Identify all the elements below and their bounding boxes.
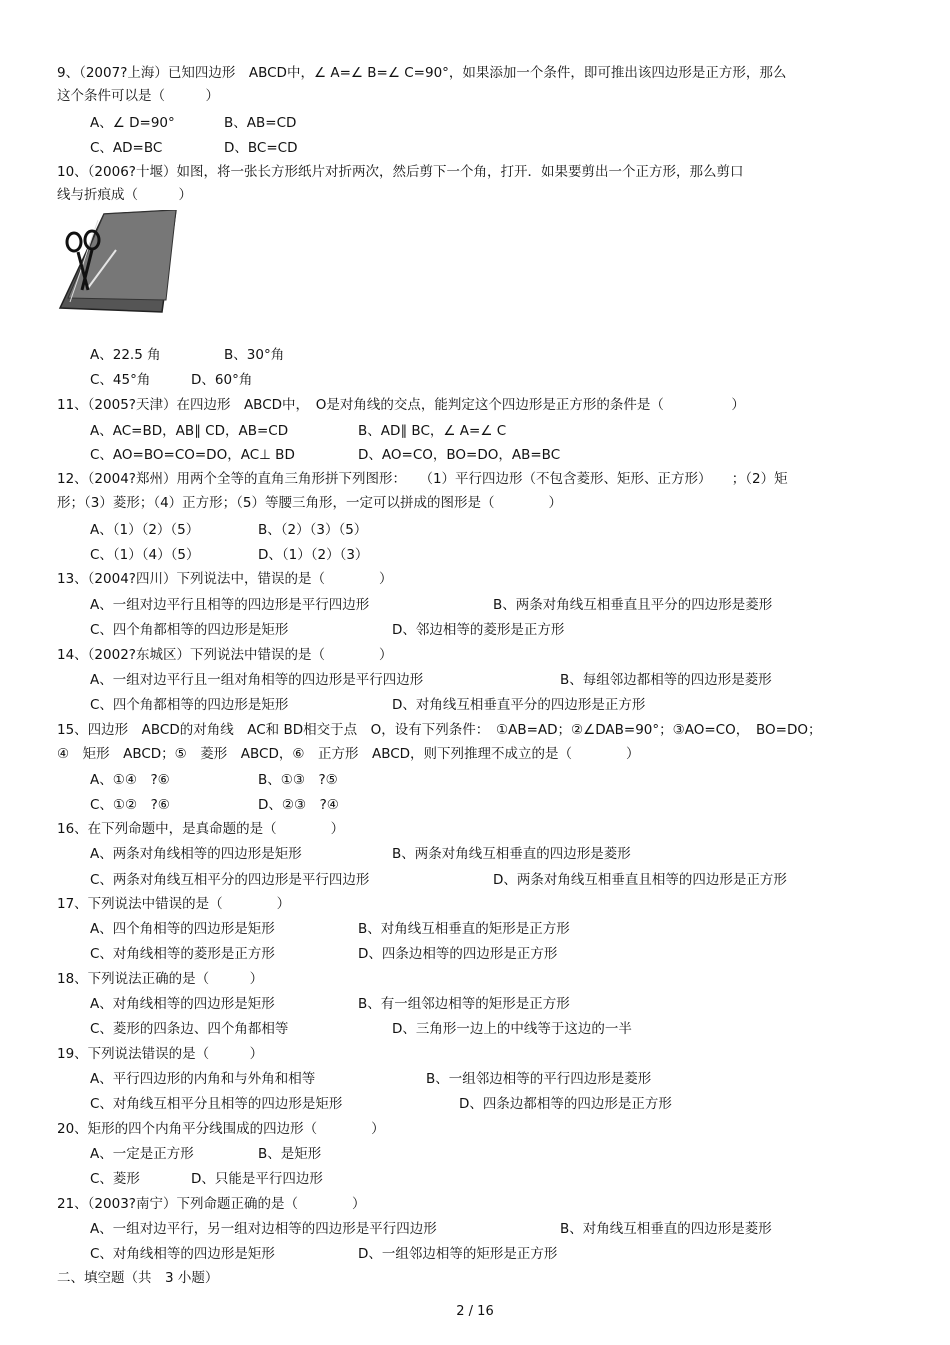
q20-option-b: B、是矩形: [258, 1146, 322, 1162]
q10-stem-line1: 10、（2006?十堰）如图，将一张长方形纸片对折两次，然后剪下一个角，打开．如果要剪出一个正方形，那么剪口: [57, 164, 744, 180]
q12-option-b: B、（2）（3）（5）: [258, 522, 368, 538]
q14-option-b: B、每组邻边都相等的四边形是菱形: [560, 672, 772, 688]
q10-option-d: D、60°角: [191, 372, 253, 388]
q9-stem-line1: 9、（2007?上海）已知四边形 ABCD中，∠ A=∠ B=∠ C=90°，如果添加一个条件，即可推出该四边形是正方形，那么: [57, 65, 787, 81]
section-heading: 二、填空题（共 3 小题）: [57, 1270, 219, 1286]
q21-option-a: A、一组对边平行，另一组对边相等的四边形是平行四边形: [90, 1221, 437, 1237]
q12-option-a: A、（1）（2）（5）: [90, 522, 200, 538]
q20-stem: 20、矩形的四个内角平分线围成的四边形（ ）: [57, 1121, 385, 1137]
q19-stem: 19、下列说法错误的是（ ）: [57, 1046, 264, 1062]
q17-stem: 17、下列说法中错误的是（ ）: [57, 896, 291, 912]
q15-stem-line1: 15、四边形 ABCD的对角线 AC和 BD相交于点 O，设有下列条件： ①AB=AD；②∠DAB=90°；③AO=CO， BO=DO；: [57, 722, 822, 738]
q16-option-a: A、两条对角线相等的四边形是矩形: [90, 846, 302, 862]
q13-option-c: C、四个角都相等的四边形是矩形: [90, 622, 289, 638]
q9-option-c: C、AD=BC: [90, 140, 163, 156]
q13-stem: 13、（2004?四川）下列说法中，错误的是（ ）: [57, 571, 393, 587]
q17-option-b: B、对角线互相垂直的矩形是正方形: [358, 921, 570, 937]
q10-option-c: C、45°角: [90, 372, 151, 388]
q12-stem-line1: 12、（2004?郑州）用两个全等的直角三角形拼下列图形： （1）平行四边形（不包含菱形、矩形、正方形） ；（2）矩: [57, 471, 788, 487]
q20-option-a: A、一定是正方形: [90, 1146, 194, 1162]
scissors-paper-figure-icon: [58, 210, 180, 314]
q16-stem: 16、在下列命题中，是真命题的是（ ）: [57, 821, 345, 837]
q9-option-d: D、BC=CD: [224, 140, 298, 156]
q16-option-b: B、两条对角线互相垂直的四边形是菱形: [392, 846, 631, 862]
q14-stem: 14、（2002?东城区）下列说法中错误的是（ ）: [57, 647, 393, 663]
q15-option-b: B、①③ ?⑤: [258, 772, 338, 788]
q21-stem: 21、（2003?南宁）下列命题正确的是（ ）: [57, 1196, 366, 1212]
q17-option-c: C、对角线相等的菱形是正方形: [90, 946, 275, 962]
q14-option-a: A、一组对边平行且一组对角相等的四边形是平行四边形: [90, 672, 424, 688]
q12-stem-line2: 形；（3）菱形；（4）正方形；（5）等腰三角形，一定可以拼成的图形是（ ）: [57, 495, 563, 511]
q19-option-c: C、对角线互相平分且相等的四边形是矩形: [90, 1096, 343, 1112]
q10-option-b: B、30°角: [224, 347, 285, 363]
q18-option-b: B、有一组邻边相等的矩形是正方形: [358, 996, 570, 1012]
q21-option-c: C、对角线相等的四边形是矩形: [90, 1246, 275, 1262]
q9-stem-line2: 这个条件可以是（ ）: [57, 88, 219, 104]
q11-stem: 11、（2005?天津）在四边形 ABCD中， O是对角线的交点，能判定这个四边形是正方形的条件是（ ）: [57, 397, 745, 413]
q11-option-a: A、AC=BD，AB∥ CD，AB=CD: [90, 423, 289, 439]
q18-option-d: D、三角形一边上的中线等于这边的一半: [392, 1021, 632, 1037]
q21-option-b: B、对角线互相垂直的四边形是菱形: [560, 1221, 772, 1237]
q16-option-c: C、两条对角线互相平分的四边形是平行四边形: [90, 872, 370, 888]
q13-option-d: D、邻边相等的菱形是正方形: [392, 622, 565, 638]
q18-stem: 18、下列说法正确的是（ ）: [57, 971, 264, 987]
q21-option-d: D、一组邻边相等的矩形是正方形: [358, 1246, 558, 1262]
q14-option-d: D、对角线互相垂直平分的四边形是正方形: [392, 697, 646, 713]
q18-option-a: A、对角线相等的四边形是矩形: [90, 996, 275, 1012]
q12-option-c: C、（1）（4）（5）: [90, 547, 200, 563]
q13-option-b: B、两条对角线互相垂直且平分的四边形是菱形: [493, 597, 773, 613]
q18-option-c: C、菱形的四条边、四个角都相等: [90, 1021, 289, 1037]
q17-option-d: D、四条边相等的四边形是正方形: [358, 946, 558, 962]
q14-option-c: C、四个角都相等的四边形是矩形: [90, 697, 289, 713]
q9-option-b: B、AB=CD: [224, 115, 297, 131]
q15-option-a: A、①④ ?⑥: [90, 772, 170, 788]
q15-option-c: C、①② ?⑥: [90, 797, 170, 813]
q11-option-c: C、AO=BO=CO=DO，AC⊥ BD: [90, 447, 295, 463]
q16-option-d: D、两条对角线互相垂直且相等的四边形是正方形: [493, 872, 787, 888]
q20-option-c: C、菱形: [90, 1171, 140, 1187]
q19-option-b: B、一组邻边相等的平行四边形是菱形: [426, 1071, 652, 1087]
q10-option-a: A、22.5 角: [90, 347, 161, 363]
q19-option-d: D、四条边都相等的四边形是正方形: [459, 1096, 672, 1112]
q20-option-d: D、只能是平行四边形: [191, 1171, 323, 1187]
q9-option-a: A、∠ D=90°: [90, 115, 175, 131]
q13-option-a: A、一组对边平行且相等的四边形是平行四边形: [90, 597, 370, 613]
q19-option-a: A、平行四边形的内角和与外角和相等: [90, 1071, 316, 1087]
q11-option-d: D、AO=CO，BO=DO，AB=BC: [358, 447, 561, 463]
q15-option-d: D、②③ ?④: [258, 797, 339, 813]
q15-stem-line2: ④ 矩形 ABCD；⑤ 菱形 ABCD，⑥ 正方形 ABCD，则下列推理不成立的是（ ）: [57, 746, 640, 762]
q12-option-d: D、（1）（2）（3）: [258, 547, 369, 563]
q11-option-b: B、AD∥ BC，∠ A=∠ C: [358, 423, 507, 439]
q17-option-a: A、四个角相等的四边形是矩形: [90, 921, 275, 937]
page-number: 2 / 16: [456, 1304, 494, 1319]
q10-stem-line2: 线与折痕成（ ）: [57, 187, 192, 203]
